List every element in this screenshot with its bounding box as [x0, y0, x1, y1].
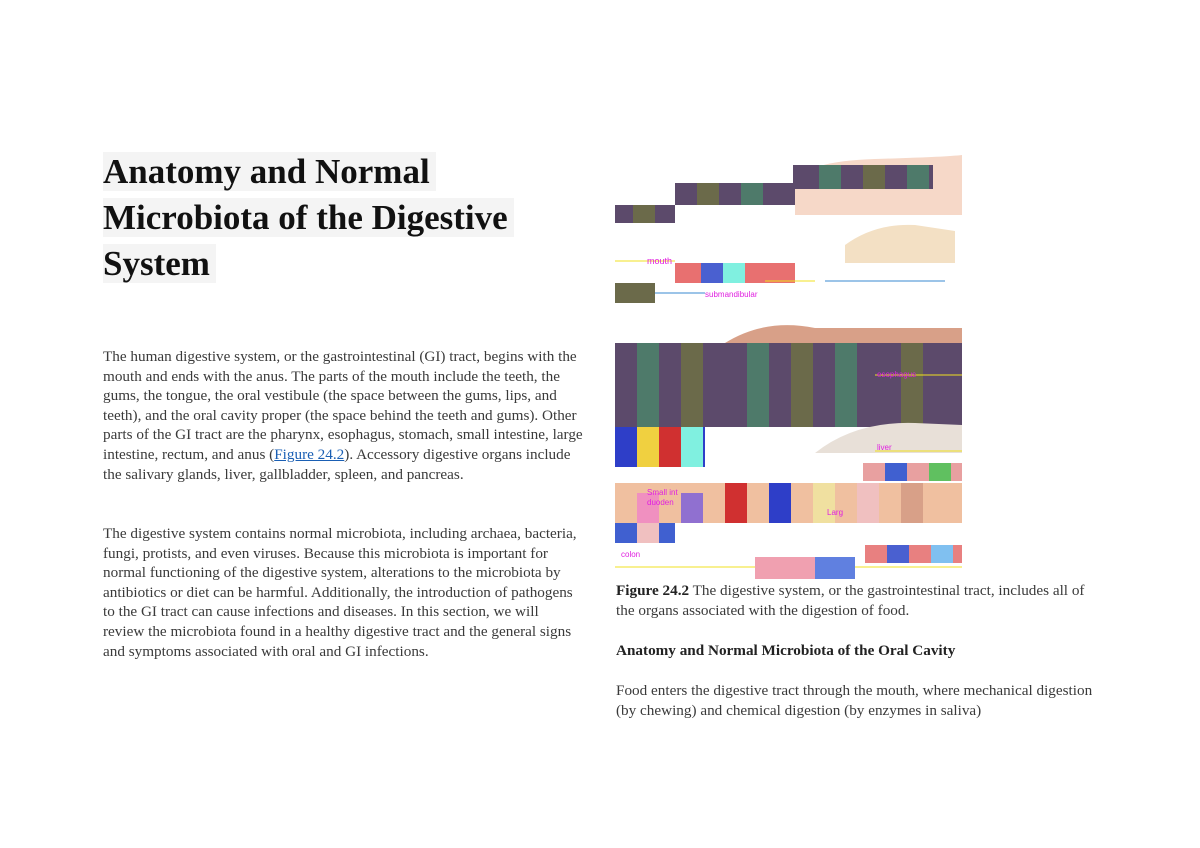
microbiota-paragraph: The digestive system contains normal microbiota, including archaea, bacteria, fungi, protists, and even viruses. Because this microbiota is important for normal functioning of the digestive system, alterations to the microbiota by antibiotics or diet can be harmful. Additionally, the introduction of pathogens to the GI tract can cause infections and diseases. In this section, we will review the microbiota found in a healthy digestive tract and the general signs and symptoms associated with oral and GI infections.: [103, 525, 577, 660]
figure-caption: [616, 581, 1096, 620]
label-large-intestine: Larg: [827, 508, 844, 517]
label-colon: colon: [621, 550, 641, 559]
oral-cavity-paragraph: Food enters the digestive tract through the mouth, where mechanical digestion (by chewing) and chemical digestion (by enzymes in saliva): [616, 682, 1093, 719]
title-line-2: Microbiota of the Digestive: [103, 198, 514, 237]
title-line-3: System: [103, 244, 216, 283]
figure-link[interactable]: Figure 24.2: [274, 445, 345, 463]
intro-paragraph: [103, 347, 583, 484]
label-small-intestine: Small int: [647, 488, 678, 497]
intro-text-end: ). Accessory digestive organs include the salivary glands, liver, gallbladder, spleen, and pancreas.: [103, 445, 571, 483]
title-line-1: Anatomy and Normal: [103, 152, 436, 191]
intro-text-start: The human digestive system, or the gastrointestinal (GI) tract, begins with the mouth and ends with the anus. The parts of the mouth include the teeth, the gums, the tongue, the oral vestibule (the space between the gums, lips, and teeth), and the oral cavity proper (the space behind the teeth and gums). Other parts of the GI tract are the pharynx, esophagus, stomach, small intestine, large intestine, rectum, and anus (: [103, 348, 583, 463]
section-subheading: Anatomy and Normal Microbiota of the Oral Cavity: [616, 642, 956, 659]
label-liver: liver: [877, 443, 892, 452]
label-mouth: mouth: [647, 256, 673, 266]
page-title: [103, 149, 583, 287]
digestive-system-figure: [615, 153, 962, 579]
digestive-system-illustration: [615, 153, 962, 579]
caption-label: Figure 24.2: [616, 582, 690, 599]
label-esophagus: esophagus: [877, 370, 917, 379]
caption-text: The digestive system, or the gastrointestinal tract, includes all of the organs associated with the digestion of food.: [616, 582, 1085, 619]
label-submandibular: submandibular: [705, 290, 758, 299]
label-duodenum: duoden: [647, 498, 674, 507]
